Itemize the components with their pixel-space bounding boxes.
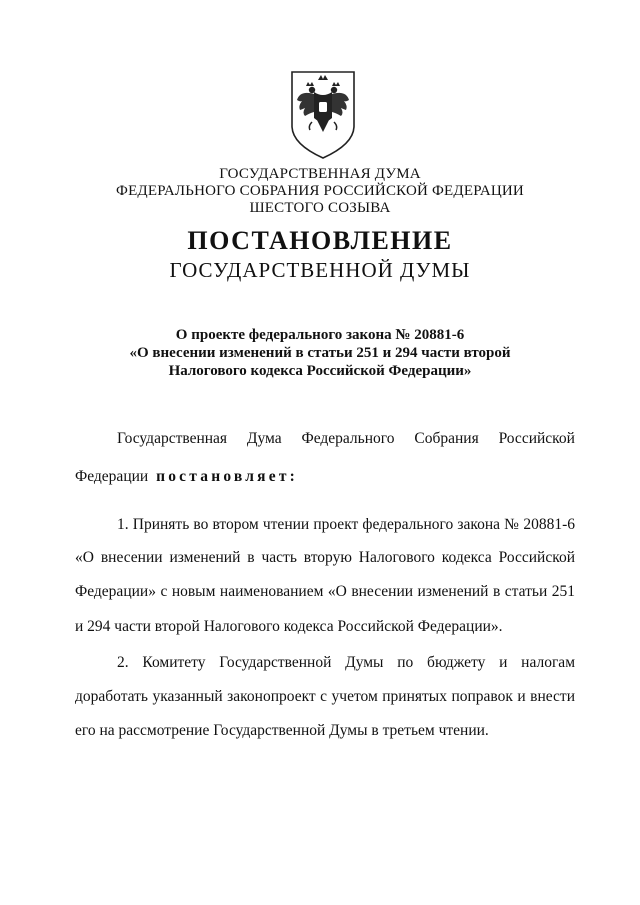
paragraph-1-line-2: «О внесении изменений в часть вторую Налогового кодекса Российской [75,549,575,566]
subject-line-2: «О внесении изменений в статьи 251 и 294 части второй [129,345,511,361]
document-subtitle: ГОСУДАРСТВЕННОЙ ДУМЫ [169,258,471,282]
subject-line-3: Налогового кодекса Российской Федерации» [168,363,472,379]
paragraph-2-line-3: его на рассмотрение Государственной Думы в третьем чтении. [75,722,489,739]
paragraph-1-line-4: и 294 части второй Налогового кодекса Российской Федерации». [75,618,503,635]
paragraph-2-line-2: доработать указанный законопроект с учетом принятых поправок и внести [75,688,575,705]
org-name-line-2: ФЕДЕРАЛЬНОГО СОБРАНИЯ РОССИЙСКОЙ ФЕДЕРАЦИИ [116,183,524,199]
org-name-line-1: ГОСУДАРСТВЕННАЯ ДУМА [219,166,421,182]
intro-word: Российской [498,430,575,447]
convocation-line: ШЕСТОГО СОЗЫВА [249,200,391,216]
subject-line-1: О проекте федерального закона № 20881-6 [175,327,465,343]
resolves-spaced-word: постановляет: [156,468,298,485]
intro-line-2 [75,468,298,486]
intro-federation-word: Федерации [75,468,149,485]
paragraph-1-line-3: Федерации» с новым наименованием «О внесении изменений в статьи 251 [75,583,575,600]
intro-word: Дума [246,430,282,447]
double-headed-eagle-emblem-icon [288,68,358,160]
paragraph-2-line-1: 2. Комитету Государственной Думы по бюджету и налогам [117,654,575,671]
intro-word: Федерального [301,430,395,447]
intro-word: Собрания [414,430,479,447]
intro-word: Государственная [117,430,228,447]
document-title: ПОСТАНОВЛЕНИЕ [187,226,453,255]
intro-line-1 [117,430,575,448]
paragraph-1-line-1: 1. Принять во втором чтении проект федерального закона № 20881-6 [117,516,575,533]
